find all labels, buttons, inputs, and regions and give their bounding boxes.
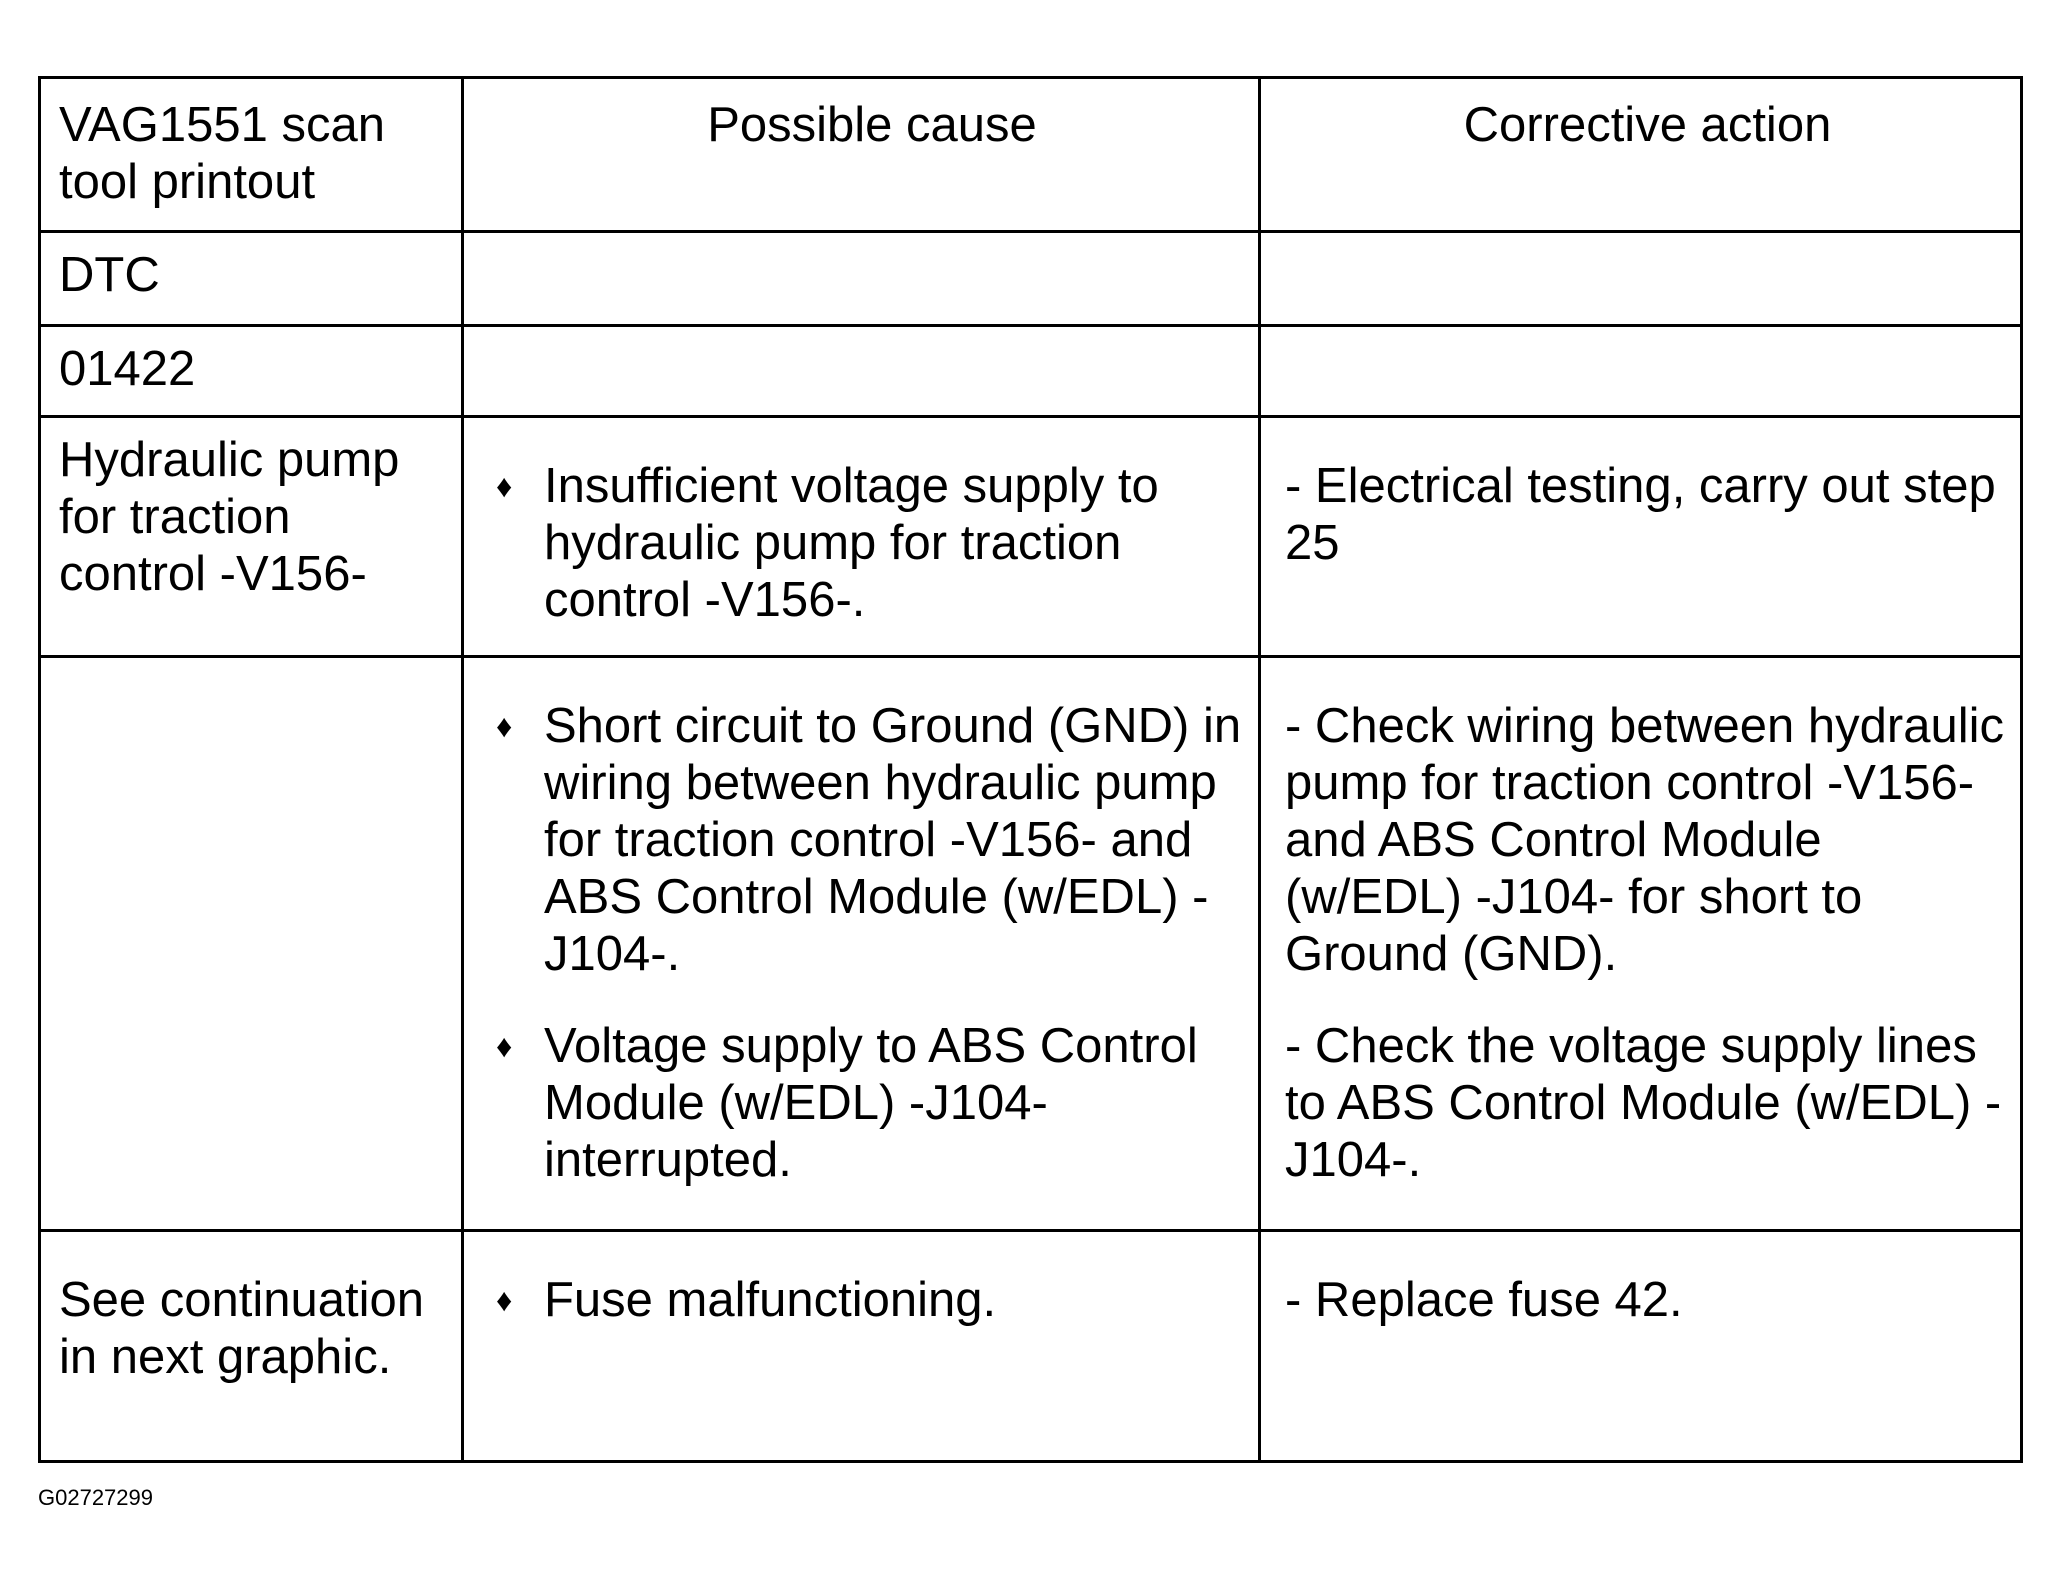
table-row: [40, 1231, 2022, 1462]
empty-cell: [1260, 232, 2022, 326]
dtc-code: 01422: [40, 326, 463, 417]
cause-item: [496, 698, 1248, 983]
figure-id: G02727299: [38, 1485, 153, 1510]
table-row: [40, 417, 2022, 657]
cause-cell: [463, 417, 1260, 657]
cause-item: [496, 458, 1248, 629]
cause-text: Voltage supply to ABS Control Module (w/EDL) -J104- interrupted.: [544, 1019, 1198, 1187]
cause-text: Fuse malfunctioning.: [544, 1273, 997, 1327]
empty-cell: [463, 326, 1260, 417]
action-text: - Check the voltage supply lines to ABS Control Module (w/EDL) -J104-.: [1285, 1019, 2002, 1187]
cause-item: [496, 1272, 1248, 1329]
cause-item: [496, 1018, 1248, 1189]
cause-cell: [463, 657, 1260, 1231]
empty-cell: [463, 232, 1260, 326]
cause-cell: [463, 1231, 1260, 1462]
header-row: [40, 78, 2022, 232]
dtc-label: DTC: [40, 232, 463, 326]
action-cell: [1260, 657, 2022, 1231]
continuation-note: See continuation in next graphic.: [40, 1231, 463, 1462]
dtc-table: [38, 76, 2023, 1463]
action-text: - Check wiring between hydraulic pump for traction control -V156- and ABS Control Module (w/EDL) -J104- for short to Ground (GND).: [1285, 699, 2004, 981]
component-name: Hydraulic pump for traction control -V156-: [40, 417, 463, 657]
cause-text: Short circuit to Ground (GND) in wiring between hydraulic pump for traction control -V156- and ABS Control Module (w/EDL) -J104-.: [544, 699, 1242, 981]
table-row: [40, 326, 2022, 417]
header-scan-tool-printout: VAG1551 scan tool printout: [40, 78, 463, 232]
table-row: [40, 232, 2022, 326]
action-cell: - Electrical testing, carry out step 25: [1260, 417, 2022, 657]
empty-cell: [40, 657, 463, 1231]
table-row: [40, 657, 2022, 1231]
action-cell: - Replace fuse 42.: [1260, 1231, 2022, 1462]
diamond-bullet-icon: ♦: [496, 468, 513, 504]
diamond-bullet-icon: ♦: [496, 708, 513, 744]
header-possible-cause: Possible cause: [463, 78, 1260, 232]
diamond-bullet-icon: ♦: [496, 1028, 513, 1064]
header-corrective-action: Corrective action: [1260, 78, 2022, 232]
diamond-bullet-icon: ♦: [496, 1282, 513, 1318]
empty-cell: [1260, 326, 2022, 417]
cause-text: Insufficient voltage supply to hydraulic pump for traction control -V156-.: [544, 459, 1159, 627]
